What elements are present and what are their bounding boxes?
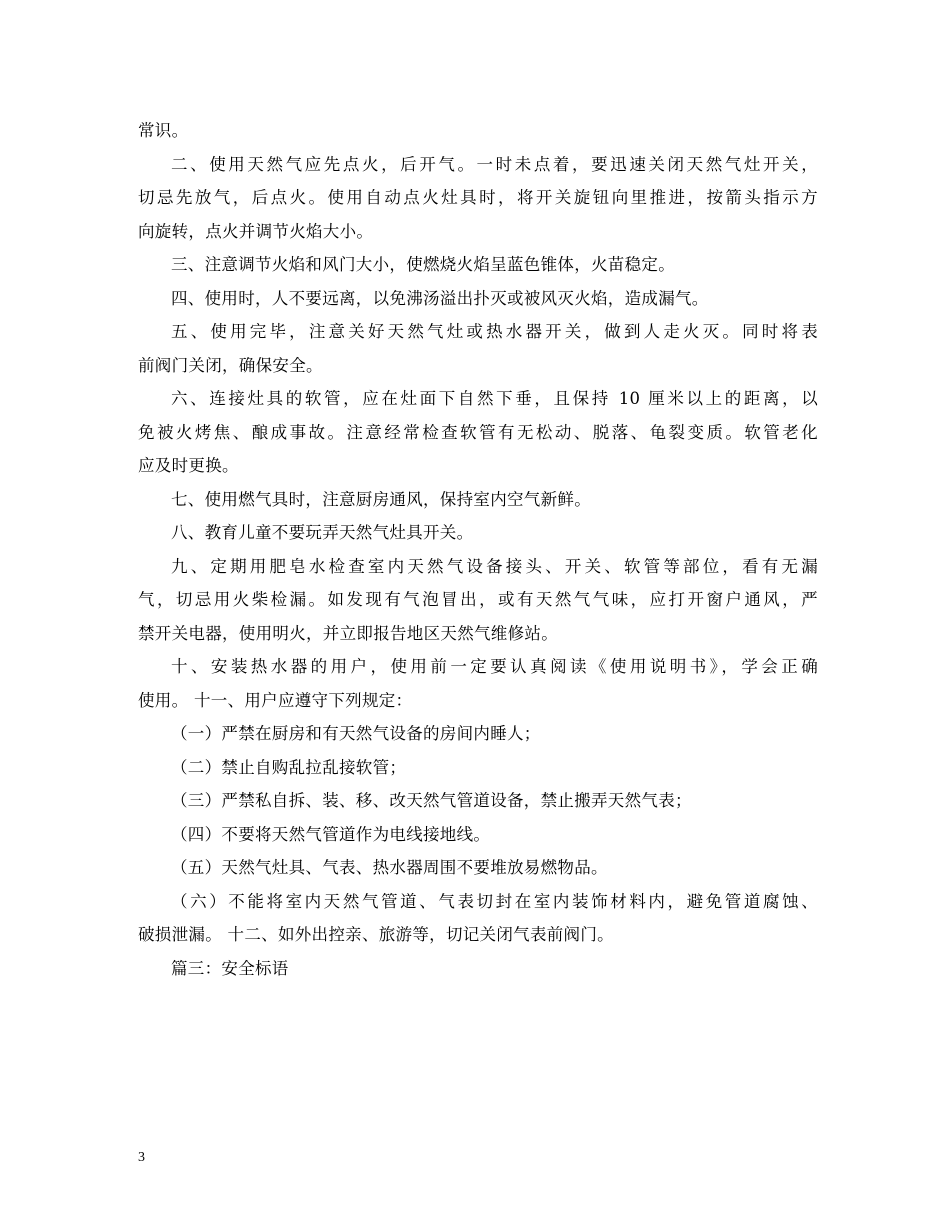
text-line: 六、连接灶具的软管，应在灶面下自然下垂，且保持 10 厘米以上的距离，以 xyxy=(171,389,818,408)
text-line: 七、使用燃气具时，注意厨房通风，保持室内空气新鲜。 xyxy=(171,489,591,509)
text-line: 破损泄漏。 十二、如外出控亲、旅游等，切记关闭气表前阀门。 xyxy=(138,925,614,944)
text-line: 禁开关电器，使用明火，并立即报告地区天然气维修站。 xyxy=(138,623,558,643)
text-line: 气，切忌用火柴检漏。如发现有气泡冒出，或有天然气气味，应打开窗户通风，严 xyxy=(138,590,818,609)
text-line: 五、使用完毕，注意关好天然气灶或热水器开关，做到人走火灭。同时将表 xyxy=(171,322,818,341)
text-line: （六）不能将室内天然气管道、气表切封在室内装饰材料内，避免管道腐蚀、 xyxy=(171,891,818,911)
text-line: 九、定期用肥皂水检查室内天然气设备接头、开关、软管等部位，看有无漏 xyxy=(171,556,818,576)
text-line: 应及时更换。 xyxy=(138,456,239,475)
text-line: 使用。 十一、用户应遵守下列规定： xyxy=(138,690,413,710)
page-number: 3 xyxy=(138,1150,145,1165)
text-line: 常识。 xyxy=(138,121,189,140)
document-body xyxy=(138,114,818,985)
text-line: （五）天然气灶具、气表、热水器周围不要堆放易燃物品。 xyxy=(171,858,608,877)
text-line: 八、教育儿童不要玩弄天然气灶具开关。 xyxy=(171,523,474,542)
text-line: 三、注意调节火焰和风门大小，使燃烧火焰呈蓝色锥体，火苗稳定。 xyxy=(171,255,675,274)
text-line: 十、安装热水器的用户，使用前一定要认真阅读《使用说明书》，学会正确 xyxy=(171,657,818,676)
text-line: 前阀门关闭，确保安全。 xyxy=(138,355,323,375)
text-line: （二）禁止自购乱拉乱接软管； xyxy=(171,757,407,777)
text-line: 切忌先放气，后点火。使用自动点火灶具时，将开关旋钮向里推进，按箭头指示方 xyxy=(138,188,818,207)
text-line: 免被火烤焦、酿成事故。注意经常检查软管有无松动、脱落、龟裂变质。软管老化 xyxy=(138,422,818,442)
text-line: 四、使用时，人不要远离，以免沸汤溢出扑灭或被风灭火焰，造成漏气。 xyxy=(171,288,709,308)
section-heading: 篇三：安全标语 xyxy=(171,958,289,978)
text-line: （四）不要将天然气管道作为电线接地线。 xyxy=(171,824,491,844)
text-line: （三）严禁私自拆、装、移、改天然气管道设备，禁止搬弄天然气表； xyxy=(171,791,692,810)
text-line: 二、使用天然气应先点火，后开气。一时未点着，要迅速关闭天然气灶开关， xyxy=(171,154,818,174)
text-line: 向旋转，点火并调节火焰大小。 xyxy=(138,221,374,241)
text-line: （一）严禁在厨房和有天然气设备的房间内睡人； xyxy=(171,724,541,743)
